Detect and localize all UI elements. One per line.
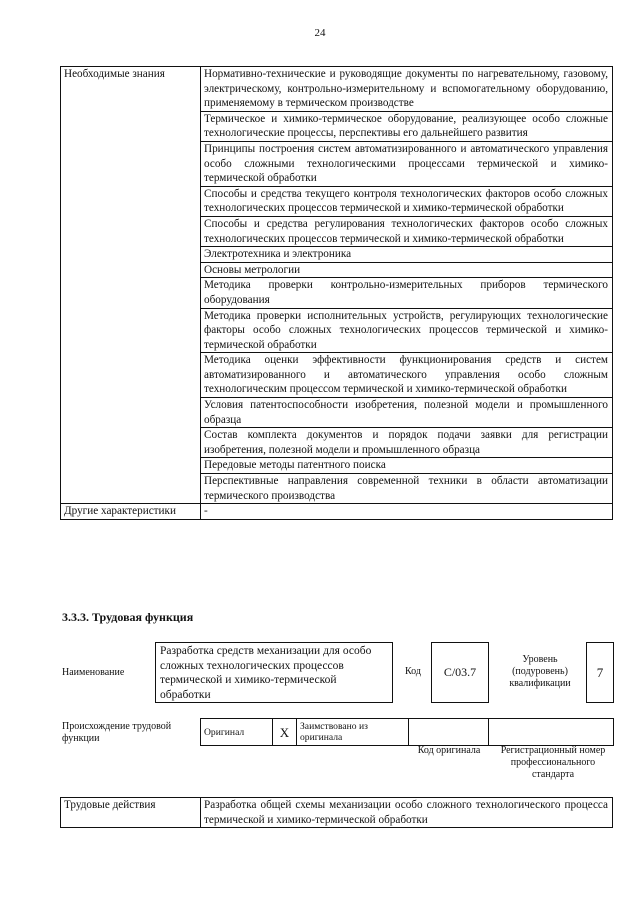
knowledge-label: Необходимые знания bbox=[61, 67, 201, 504]
origin-label: Происхождение трудовой функции bbox=[62, 721, 172, 744]
section-title: 3.3.3. Трудовая функция bbox=[62, 610, 194, 624]
borrowed-label: Заимствовано из оригинала bbox=[297, 719, 409, 746]
knowledge-item: Состав комплекта документов и порядок подачи заявки для регистрации изобретения, полезной модели и промышленного образца bbox=[201, 428, 613, 458]
reg-caption: Регистрационный номер профессионального стандарта bbox=[500, 745, 606, 780]
original-mark: X bbox=[273, 719, 297, 746]
code-caption: Код оригинала bbox=[417, 745, 481, 756]
knowledge-item: Нормативно-технические и руководящие документы по нагревательному, газовому, электрическому, контрольно-измерительному и вспомогательному оборудованию, применяемому в термическом производстве bbox=[201, 67, 613, 112]
action-item: Разработка общей схемы механизации особо сложного технологического процесса термической и химико-термической обработки bbox=[201, 798, 613, 828]
other-value: - bbox=[201, 504, 613, 520]
table-row bbox=[61, 504, 613, 520]
knowledge-item: Принципы построения систем автоматизированного и автоматического управления особо сложными технологическими процессами термической и химико-термической обработки bbox=[201, 141, 613, 186]
knowledge-item: Электротехника и электроника bbox=[201, 247, 613, 263]
original-label: Оригинал bbox=[201, 719, 273, 746]
knowledge-item: Передовые методы патентного поиска bbox=[201, 458, 613, 474]
knowledge-item: Условия патентоспособности изобретения, полезной модели и промышленного образца bbox=[201, 398, 613, 428]
name-label: Наименование bbox=[62, 667, 125, 678]
other-label: Другие характеристики bbox=[61, 504, 201, 520]
table-row bbox=[201, 719, 614, 746]
knowledge-item: Методика оценки эффективности функционирования средств и систем автоматизированного и автоматического управления особо сложным технологическим процессом термической и химико-термической обработки bbox=[201, 353, 613, 398]
knowledge-item: Основы метрологии bbox=[201, 262, 613, 278]
knowledge-item: Перспективные направления современной техники в области автоматизации термического производства bbox=[201, 474, 613, 504]
knowledge-item: Методика проверки исполнительных устройств, регулирующих технологические факторы особо сложных технологических процессов термической и химико-термической обработки bbox=[201, 308, 613, 353]
page-number: 24 bbox=[314, 27, 326, 39]
knowledge-item: Методика проверки контрольно-измерительных приборов термического оборудования bbox=[201, 278, 613, 308]
knowledge-item: Термическое и химико-термическое оборудование, реализующее особо сложные технологические процессы, перспективы его дальнейшего развития bbox=[201, 111, 613, 141]
actions-table bbox=[60, 797, 613, 828]
code-label: Код bbox=[405, 666, 421, 677]
knowledge-item: Способы и средства регулирования технологических факторов особо сложных технологических процессов термической и химико-термической обработки bbox=[201, 216, 613, 246]
reg-number-cell bbox=[489, 719, 614, 746]
knowledge-table bbox=[60, 66, 613, 520]
knowledge-item: Способы и средства текущего контроля технологических факторов особо сложных технологических процессов термической и химико-термической обработки bbox=[201, 186, 613, 216]
table-row bbox=[61, 67, 613, 112]
table-row bbox=[61, 798, 613, 828]
function-name-box: Разработка средств механизации для особо сложных технологических процессов термической и химико-термической обработки bbox=[155, 642, 393, 703]
actions-label: Трудовые действия bbox=[61, 798, 201, 828]
origin-table bbox=[200, 718, 614, 746]
original-code-cell bbox=[409, 719, 489, 746]
function-level-box: 7 bbox=[586, 642, 614, 703]
function-code-box: C/03.7 bbox=[431, 642, 489, 703]
level-label: Уровень (подуровень) квалификации bbox=[509, 654, 571, 689]
